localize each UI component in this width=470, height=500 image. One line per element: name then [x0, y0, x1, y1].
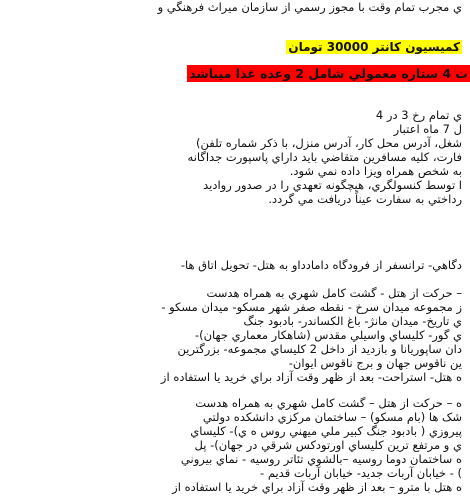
itinerary-day2-line: ين ناقوس جهان و برج ناقوس ايوان-	[288, 356, 462, 370]
itinerary-day2-line: ز مجموعه ميدان سرخ - نقطه صفر شهر مسکو- ميدان مسکو -	[161, 300, 462, 314]
hotel-banner-line	[187, 66, 470, 82]
condition-item: رداختي به سفارت عيناً دريافت مي گردد.	[268, 192, 462, 206]
intro-line: ي مجرب تمام وقت با مجوز رسمي از سازمان ميراث فرهنگي و	[157, 0, 462, 14]
itinerary-day2-line: دان ساپوريانا و بازديد از داخل 2 کليساي مجموعه- بزرگترين	[177, 342, 462, 356]
itinerary-day3-line: ي و مرتفع ترين کليساي اورتودکس شرقي در جهان)- پل	[194, 438, 462, 452]
commission-line	[286, 40, 462, 55]
itinerary-day3-line: ه هتل با مترو – بعد از ظهر وقت آزاد براي خريد يا استفاده از	[172, 480, 462, 494]
itinerary-day1-line: دگاهي- ترانسفر از فرودگاه دامادداو به هتل- تحويل اتاق ها-	[180, 258, 462, 272]
itinerary-day3-line: پيروزي ( بادبود جنگ کبير ملي ميهني روس ه ي)- کليساي	[190, 424, 462, 438]
condition-item: فارت، کليه مسافرين متقاضي بايد داراي پاسپورت جداگانه	[187, 150, 462, 164]
condition-item: به شخص همراه ويزا داده نمي شود.	[289, 164, 462, 178]
itinerary-day3-line: ه – حرکت از هتل – گشت کامل شهري به همراه هدست	[195, 396, 462, 410]
hotel-banner: ت 4 ستاره معمولي شامل 2 وعده غذا ميباشد	[189, 66, 468, 81]
commission-highlight: کميسيون کانتر 30000 تومان	[288, 40, 460, 54]
condition-item: شغل، آدرس محل کار، آدرس منزل، با ذکر شماره تلفن)	[196, 136, 462, 150]
itinerary-day2-line: – حرکت از هتل - گشت کامل شهري به همراه هدست	[206, 286, 462, 300]
itinerary-day3-line: ه ساختمان دوما روسيه –بالشوي تئاتر روسيه - نماي بيروني	[180, 452, 462, 466]
itinerary-day2-line: ي تاريخ- ميدان مانژ- باغ الکساندر- بادبود جنگ	[243, 314, 462, 328]
itinerary-day2-line: ه هتل- استراحت- بعد از ظهر وقت آزاد براي خريد يا استفاده از	[160, 370, 462, 384]
itinerary-day2-line: ي گور- کليساي واسيلي مقدس (شاهکار معماري جهان)-	[194, 328, 462, 342]
condition-item: ا توسط کنسولگري، هيچگونه تعهدي را در صدور رواديد	[203, 178, 462, 192]
itinerary-day3-line: ) - خيابان آربات جديد- خيابان آربات قديم -	[260, 466, 462, 480]
condition-item: ل 7 ماه اعتبار	[393, 122, 462, 136]
condition-item: ي تمام رخ 3 در 4	[375, 108, 462, 122]
itinerary-day3-line: شک ها (بام مسکو) – ساختمان مرکزي دانشکده دولتي	[202, 410, 462, 424]
